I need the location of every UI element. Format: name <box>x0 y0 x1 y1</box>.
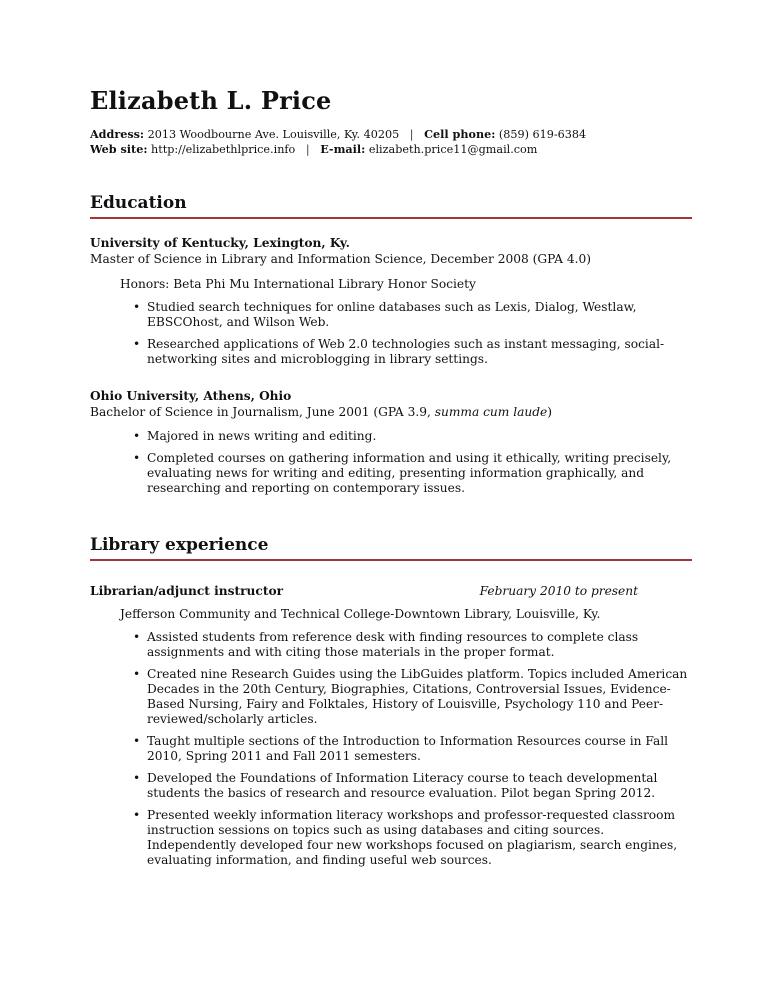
job-title: Librarian/adjunct instructor <box>90 584 284 598</box>
address-value: 2013 Woodbourne Ave. Louisville, Ky. 40205 <box>147 128 400 141</box>
honors-line: Honors: Beta Phi Mu International Library Honor Society <box>120 277 476 291</box>
degree-text: Bachelor of Science in Journalism, June 2001 (GPA 3.9, <box>90 405 435 419</box>
bullet-list <box>90 630 692 868</box>
list-item: • Completed courses on gathering information and using it ethically, writing precisely, evaluating news for writing and editing, presenting information graphically, and researching and reporting on contemporary issues. <box>147 451 692 496</box>
job-dates: February 2010 to present <box>479 584 638 598</box>
list-item: • Researched applications of Web 2.0 technologies such as instant messaging, social-networking sites and microblogging in library settings. <box>147 337 692 367</box>
list-item: • Studied search techniques for online databases such as Lexis, Dialog, Westlaw, EBSCOhost, and Wilson Web. <box>147 300 692 330</box>
contact-separator: | <box>305 143 310 156</box>
list-item: • Presented weekly information literacy workshops and professor-requested classroom instruction sessions on topics such as using databases and citing sources. Independently developed four new workshops focused on plagiarism, search engines, evaluating information, and finding useful web sources. <box>147 808 692 868</box>
contact-line-2 <box>90 142 692 157</box>
contact-separator: | <box>409 128 414 141</box>
email-label: E-mail: <box>320 142 366 156</box>
job-header <box>90 583 638 599</box>
education-entry-uk <box>90 235 692 367</box>
website-link[interactable]: http://elizabethlprice.info <box>151 143 296 156</box>
institution-name: Ohio University, Athens, Ohio <box>90 389 292 403</box>
resume-page <box>90 86 692 868</box>
list-item: • Developed the Foundations of Information Literacy course to teach developmental students the basics of research and resource evaluation. Pilot began Spring 2012. <box>147 771 692 801</box>
website-label: Web site: <box>90 142 148 156</box>
degree-honor-italic: summa cum laude <box>434 405 548 419</box>
degree-line: Master of Science in Library and Information Science, December 2008 (GPA 4.0) <box>90 252 591 266</box>
bullet-list <box>90 429 692 496</box>
library-experience-heading: Library experience <box>90 534 692 561</box>
list-item: • Taught multiple sections of the Introduction to Information Resources course in Fall 2010, Spring 2011 and Fall 2011 semesters. <box>147 734 692 764</box>
education-heading: Education <box>90 192 692 219</box>
education-entry-ohio <box>90 388 692 496</box>
cell-phone-label: Cell phone: <box>424 127 496 141</box>
institution-name: University of Kentucky, Lexington, Ky. <box>90 236 350 250</box>
cell-phone-value: (859) 619-6384 <box>498 128 587 141</box>
email-link[interactable]: elizabeth.price11@gmail.com <box>368 143 538 156</box>
job-employer: Jefferson Community and Technical College-Downtown Library, Louisville, Ky. <box>120 607 601 621</box>
degree-line <box>90 404 692 421</box>
list-item: • Assisted students from reference desk with finding resources to complete class assignments and with citing those materials in the proper format. <box>147 630 692 660</box>
list-item: • Created nine Research Guides using the LibGuides platform. Topics included American Decades in the 20th Century, Biographies, Citations, Controversial Issues, Evidence-Based Nursing, Fairy and Folktales, History of Louisville, Psychology 110 and Peer-reviewed/scholarly articles. <box>147 667 692 727</box>
resume-name: Elizabeth L. Price <box>90 86 332 115</box>
address-label: Address: <box>90 127 145 141</box>
bullet-list <box>90 300 692 367</box>
contact-line-1 <box>90 127 692 142</box>
degree-text-end: ) <box>547 405 553 419</box>
list-item: • Majored in news writing and editing. <box>147 429 692 444</box>
job-entry <box>90 583 692 868</box>
